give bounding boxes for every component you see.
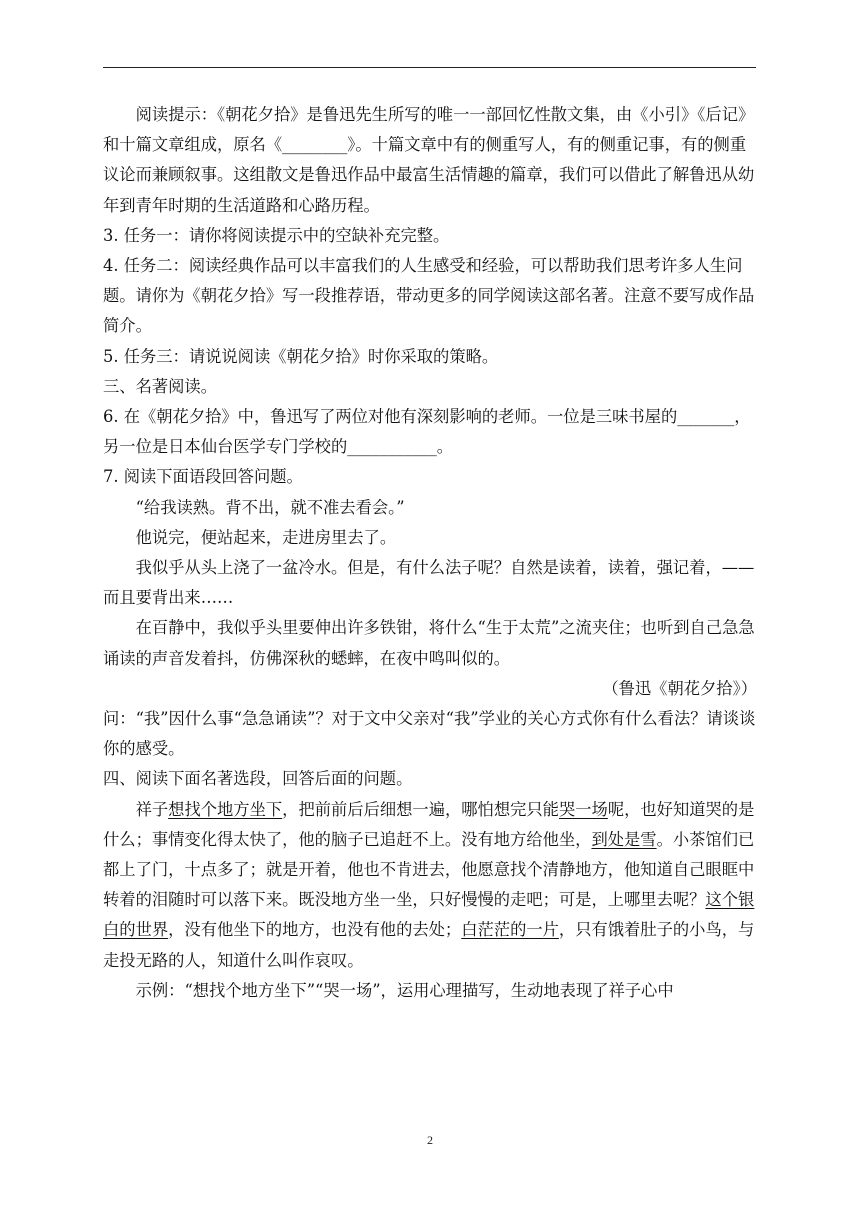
page-number: 2 bbox=[427, 1133, 433, 1147]
question-6-text-1: 6. 在《朝花夕拾》中，鲁迅写了两位对他有深刻影响的老师。一位是三味书屋的 bbox=[103, 407, 678, 427]
reading-tip-text-2: 》。十篇文章中有的侧重写人，有的侧重记事，有的侧重议论而兼顾叙事。这组散文是鲁迅作品中最富生活情趣的篇章，我们可以借此了解鲁迅从幼年到青年时期的生活道路和心路历程。 bbox=[103, 135, 755, 215]
document-body bbox=[103, 100, 757, 1006]
reading-tip bbox=[103, 100, 757, 221]
passage-paragraph-3: 我似乎从头上浇了一盆冷水。但是，有什么法子呢？自然是读着，读着，强记着，——而且要背出来…… bbox=[103, 558, 755, 608]
excerpt-text-1: 祥子 bbox=[135, 799, 169, 819]
question-6 bbox=[103, 402, 757, 462]
passage-paragraph-2: 他说完，便站起来，走进房里去了。 bbox=[135, 527, 397, 547]
excerpt-underline-3: 到处是雪 bbox=[591, 829, 657, 849]
excerpt-text-4: 。小茶馆们已都上了门，十点多了；就是开着，他也不肯进去，他愿意找个清静地方，他知道自己眼眶中转着的泪随时可以落下来。既没地方坐一坐，只好慢慢的走吧；可是，上哪里去呢？ bbox=[103, 829, 755, 910]
excerpt-underline-2: 哭一场 bbox=[558, 799, 608, 819]
question-6-text-2: ，另一位是日本仙台医学专门学校的 bbox=[103, 407, 751, 457]
question-6-blank-1: _______ bbox=[677, 407, 735, 427]
question-4: 4. 任务二：阅读经典作品可以丰富我们的人生感受和经验，可以帮助我们思考许多人生问题。请你为《朝花夕拾》写一段推荐语，带动更多的同学阅读这部名著。注意不要写成作品简介。 bbox=[103, 256, 755, 336]
excerpt-text-3: 呢，也好知道哭的是什么；事情变化得太快了，他的脑子已追赶不上。没有地方给他坐， bbox=[103, 799, 755, 849]
excerpt-text-6: ，只有饿着肚子的小鸟，与走投无路的人，知道什么叫作哀叹。 bbox=[103, 920, 755, 970]
question-6-blank-2: ___________ bbox=[347, 437, 437, 457]
reading-tip-blank: ________ bbox=[282, 135, 348, 155]
reading-tip-text-1: 阅读提示：《朝花夕拾》是鲁迅先生所写的唯一一部回忆性散文集，由《小引》《后记》和十篇文章组成，原名《 bbox=[103, 105, 755, 155]
question-7: 7. 阅读下面语段回答问题。 bbox=[103, 467, 303, 487]
passage-paragraph-4: 在百静中，我似乎头里要伸出许多铁钳，将什么“生于太荒”之流夹住；也听到自己急急诵读的声音发着抖，仿佛深秋的蟋蟀，在夜中鸣叫似的。 bbox=[103, 618, 755, 668]
excerpt-underline-1: 想找个地方坐下 bbox=[168, 799, 283, 819]
excerpt-text-5: ，没有他坐下的地方，也没有他的去处； bbox=[168, 920, 462, 940]
excerpt-underline-4: 这个银白的世界 bbox=[103, 890, 755, 940]
passage-source: （鲁迅《朝花夕拾》） bbox=[602, 678, 757, 698]
excerpt-underline-5: 白茫茫的一片 bbox=[461, 920, 559, 940]
question-3: 3. 任务一：请你将阅读提示中的空缺补充完整。 bbox=[103, 225, 450, 245]
question-7-prompt: 问：“我”因什么事“急急诵读”？对于文中父亲对“我”学业的关心方式你有什么看法？请谈谈你的感受。 bbox=[103, 709, 756, 759]
example-answer: 示例：“想找个地方坐下”“哭一场”，运用心理描写，生动地表现了祥子心中 bbox=[135, 980, 674, 1000]
question-5: 5. 任务三：请说说阅读《朝花夕拾》时你采取的策略。 bbox=[103, 346, 499, 366]
excerpt-text-2: ，把前前后后细想一遍，哪怕想完只能 bbox=[282, 799, 559, 819]
section-heading-3: 三、名著阅读。 bbox=[103, 376, 217, 396]
header-rule bbox=[103, 67, 756, 68]
passage-paragraph-1: “给我读熟。背不出，就不准去看会。” bbox=[135, 497, 405, 517]
section-heading-4: 四、阅读下面名著选段，回答后面的问题。 bbox=[103, 769, 413, 789]
question-6-text-3: 。 bbox=[436, 437, 454, 457]
xiangzi-excerpt bbox=[103, 795, 757, 976]
